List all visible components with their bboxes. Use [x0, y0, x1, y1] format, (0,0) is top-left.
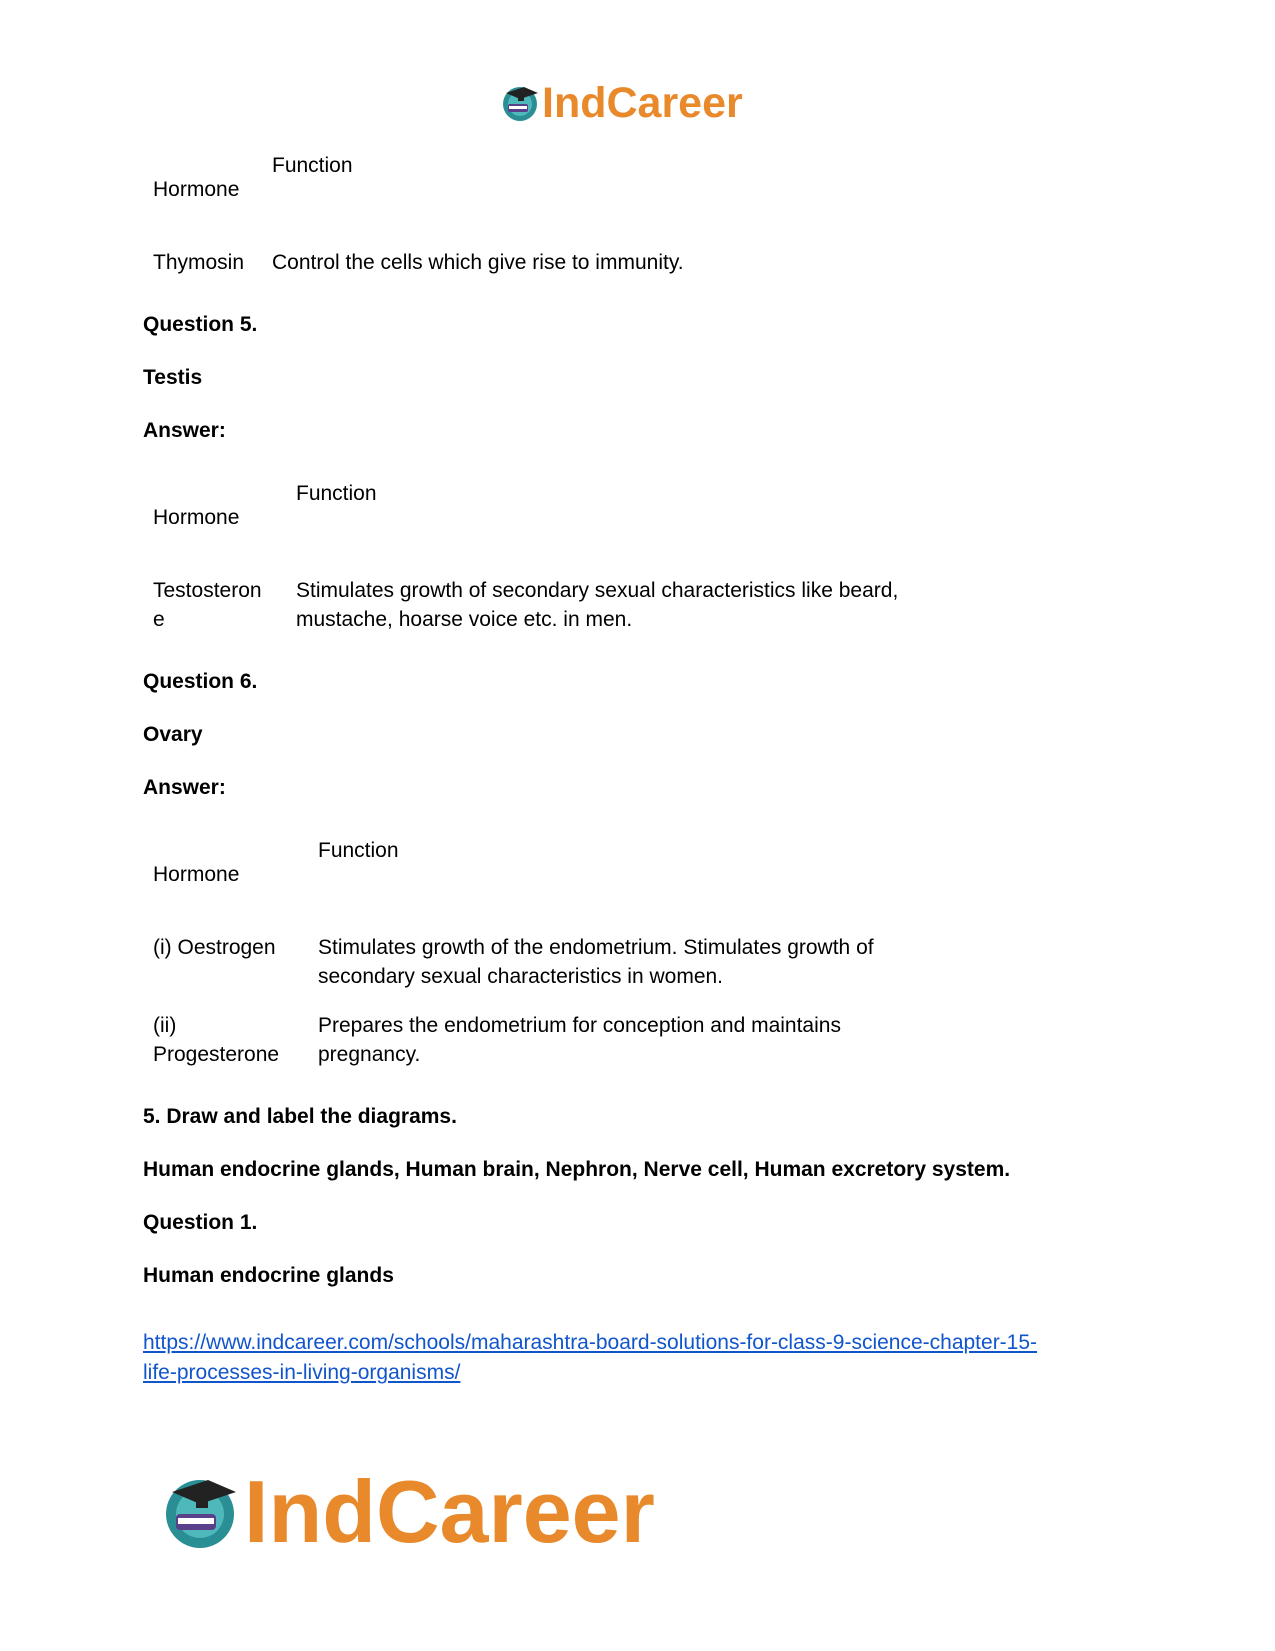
header-logo: [500, 78, 743, 128]
table3-col-function: Function: [318, 839, 399, 862]
section5-q1-label: Question 1.: [143, 1211, 258, 1234]
section5-diagram-list: Human endocrine glands, Human brain, Nephron, Nerve cell, Human excretory system.: [143, 1158, 1011, 1181]
table3-row1-function-line1: Stimulates growth of the endometrium. Stimulates growth of: [318, 936, 874, 959]
q5-label: Question 5.: [143, 313, 258, 336]
table3-col-hormone: Hormone: [153, 863, 240, 886]
table2-row-hormone-line2: e: [153, 608, 165, 631]
table3-row2-function-line2: pregnancy.: [318, 1043, 421, 1066]
table1-row-hormone: Thymosin: [153, 251, 245, 274]
section5-heading: 5. Draw and label the diagrams.: [143, 1105, 457, 1128]
table2-col-function: Function: [296, 482, 377, 505]
table1-col-function: Function: [272, 154, 353, 177]
q6-answer: Answer:: [143, 776, 226, 799]
table3-row1-function-line2: secondary sexual characteristics in women.: [318, 965, 724, 988]
section5-q1-topic: Human endocrine glands: [143, 1264, 394, 1287]
table2-row-function-line1: Stimulates growth of secondary sexual characteristics like beard,: [296, 579, 899, 602]
footer-logo-text: IndCareer: [244, 1462, 655, 1561]
table2-row-hormone-line1: Testosteron: [153, 579, 262, 602]
table1-row-function: Control the cells which give rise to immunity.: [272, 251, 684, 274]
q6-label: Question 6.: [143, 670, 258, 693]
q5-topic: Testis: [143, 366, 203, 389]
header-logo-text: IndCareer: [542, 79, 743, 127]
footer-link[interactable]: [143, 1328, 1037, 1388]
table3-row2-function-line1: Prepares the endometrium for conception and maintains: [318, 1014, 841, 1037]
q6-topic: Ovary: [143, 723, 203, 746]
table2-col-hormone: Hormone: [153, 506, 240, 529]
table2-row-function-line2: mustache, hoarse voice etc. in men.: [296, 608, 633, 631]
table3-row1-hormone: (i) Oestrogen: [153, 936, 276, 959]
table3-row2-hormone-line2: Progesterone: [153, 1043, 280, 1066]
q5-answer: Answer:: [143, 419, 226, 442]
graduation-globe-icon: [500, 83, 540, 123]
footer-link-line1[interactable]: https://www.indcareer.com/schools/maharashtra-board-solutions-for-class-9-science-chapter-15-: [143, 1331, 1038, 1354]
footer-link-line2[interactable]: life-processes-in-living-organisms/: [143, 1361, 461, 1384]
table3-row2-hormone-line1: (ii): [153, 1014, 177, 1037]
graduation-globe-icon: [160, 1472, 240, 1552]
table1-col-hormone: Hormone: [153, 178, 240, 201]
footer-logo: [160, 1462, 655, 1561]
